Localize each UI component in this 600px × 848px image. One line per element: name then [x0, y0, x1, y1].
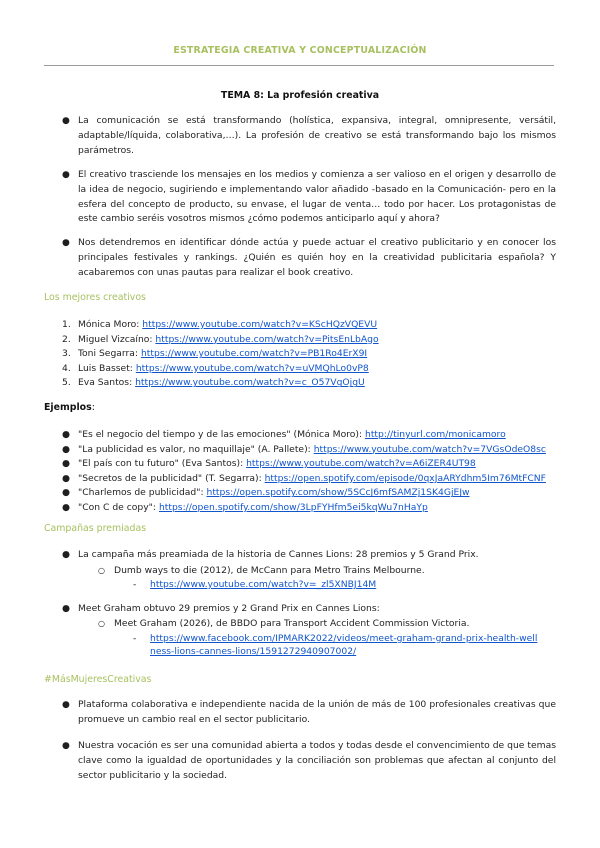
- bullet-icon: ●: [62, 603, 71, 614]
- list-item: [62, 362, 379, 377]
- youtube-link[interactable]: https://www.youtube.com/watch?v=PB1Ro4ErX9I: [140, 348, 368, 360]
- ejemplo-text: "El país con tu futuro" (Eva Santos):: [78, 458, 247, 470]
- header-divider: [44, 65, 554, 66]
- dash-bullet-icon: -: [133, 633, 137, 644]
- list-item: [62, 501, 546, 516]
- ejemplo-link[interactable]: https://open.spotify.com/show/5SCcJ6mfSAMZj1SK4GjEJw: [206, 487, 470, 499]
- ejemplo-text: "Secretos de la publicidad" (T. Segarra):: [78, 472, 265, 484]
- document-header-title: ESTRATEGIA CREATIVA Y CONCEPTUALIZACIÓN: [173, 45, 427, 56]
- campana-item-2: [62, 603, 380, 614]
- intro-bullet-3: [62, 236, 556, 280]
- campana-text: Meet Graham obtuvo 29 premios y 2 Grand Prix en Cannes Lions:: [78, 603, 380, 614]
- list-item: [62, 443, 546, 458]
- ejemplos-colon: :: [91, 402, 95, 413]
- list-number: 1.: [62, 319, 71, 330]
- bullet-icon: ●: [62, 549, 71, 560]
- ejemplo-text: "La publicidad es valor, no maquillaje" (A. Pallete):: [78, 443, 314, 455]
- ejemplo-text: "Es el negocio del tiempo y de las emociones" (Mónica Moro):: [78, 429, 365, 440]
- ejemplo-link[interactable]: https://open.spotify.com/episode/0qxJaARYdhm5Im76MtFCNF: [264, 472, 546, 484]
- campana-link-2-cont: [150, 646, 356, 657]
- ejemplo-text: "Charlemos de publicidad":: [78, 487, 207, 499]
- creative-name: Toni Segarra:: [78, 348, 141, 360]
- list-number: 4.: [62, 362, 71, 374]
- circle-bullet-icon: ○: [98, 619, 105, 628]
- campana-sub-text: Dumb ways to die (2012), de McCann para Metro Trains Melbourne.: [114, 565, 425, 576]
- facebook-link[interactable]: https://www.facebook.com/IPMARK2022/videos/meet-graham-grand-prix-health-well: [150, 633, 538, 644]
- campana-link-1: [133, 578, 376, 593]
- ejemplo-link[interactable]: https://www.youtube.com/watch?v=7VGsOdeO8sc: [313, 443, 546, 455]
- section-heading-mas-mujeres: #MásMujeresCreativas: [44, 674, 152, 685]
- creative-name: Eva Santos:: [78, 377, 136, 389]
- bullet-icon: ●: [62, 458, 71, 470]
- mujeres-bullet-1: [62, 698, 556, 728]
- section-heading-ejemplos: [44, 402, 95, 413]
- bullet-icon: ●: [62, 487, 71, 499]
- section-heading-mejores: Los mejores creativos: [44, 292, 146, 303]
- ejemplo-link[interactable]: https://www.youtube.com/watch?v=A6iZER4UT98: [246, 458, 476, 470]
- mujeres-text-2: Nuestra vocación es ser una comunidad abierta a todos y todas desde el convencimiento de que temas clave como la igualdad de oportunidades y la conciliación son problemas que afectan al conjunto del sector publicitario y la sociedad.: [78, 740, 556, 781]
- campana-item-1: [62, 549, 479, 560]
- facebook-link-continuation[interactable]: ness-lions-cannes-lions/1591272940907002/: [150, 646, 357, 657]
- youtube-link[interactable]: https://www.youtube.com/watch?v=_zl5XNBJ14M: [150, 579, 377, 590]
- list-item: [62, 333, 379, 348]
- bullet-icon: ●: [62, 741, 70, 751]
- ejemplo-text: "Con C de copy":: [78, 501, 159, 513]
- list-item: [62, 457, 546, 472]
- circle-bullet-icon: ○: [98, 566, 105, 575]
- dash-bullet-icon: -: [133, 579, 137, 590]
- list-number: 3.: [62, 348, 71, 360]
- intro-text-1: La comunicación se está transformando (holística, expansiva, integral, omnipresente, versátil, adaptable/líquida, colaborativa,…). La profesión de creativo se está transformando bajo los mismos parámetros.: [78, 115, 556, 156]
- section-heading-campanas: Campañas premiadas: [44, 523, 147, 534]
- list-number: 5.: [62, 377, 71, 389]
- list-item: [62, 428, 546, 443]
- list-number: 2.: [62, 333, 71, 345]
- campana-text: La campaña más preamiada de la historia de Cannes Lions: 28 premios y 5 Grand Prix.: [78, 549, 479, 560]
- bullet-icon: ●: [62, 700, 70, 710]
- youtube-link[interactable]: https://www.youtube.com/watch?v=PitsEnLbAgo: [155, 333, 379, 345]
- creative-name: Luis Basset:: [78, 362, 136, 374]
- youtube-link[interactable]: https://www.youtube.com/watch?v=KScHQzVQEVU: [142, 319, 378, 330]
- bullet-icon: ●: [62, 238, 70, 248]
- list-item: [62, 318, 379, 333]
- tema-title: TEMA 8: La profesión creativa: [220, 90, 380, 101]
- campana-sub-1: [98, 564, 425, 579]
- creative-name: Mónica Moro:: [78, 319, 143, 330]
- ejemplo-link[interactable]: https://open.spotify.com/show/3LpFYHfm5ei5kqWu7nHaYp: [158, 501, 428, 513]
- list-item: [62, 376, 379, 391]
- ejemplos-label: Ejemplos: [44, 402, 92, 413]
- intro-text-2: El creativo trasciende los mensajes en los medios y comienza a ser valioso en el origen y desarrollo de la idea de negocio, sugiriendo e implementando valor añadido -basado en la Comunicación- pero en la esfera del concepto de producto, su envase, el lugar de venta… todo por hacer. Los protagonistas de este cambio seréis vosotros mismos ¿cómo podemos anticiparlo aquí y ahora?: [78, 169, 556, 225]
- mujeres-text-1: Plataforma colaborativa e independiente nacida de la unión de más de 100 profesionales creativas que promueve un cambio real en el sector publicitario.: [78, 699, 556, 725]
- list-item: [62, 472, 546, 487]
- creative-name: Miguel Vizcaíno:: [78, 333, 156, 345]
- youtube-link[interactable]: https://www.youtube.com/watch?v=uVMQhLo0vP8: [135, 362, 369, 374]
- intro-bullet-2: [62, 168, 556, 227]
- list-item: [62, 347, 379, 362]
- bullet-icon: ●: [62, 170, 70, 180]
- bullet-icon: ●: [62, 116, 70, 126]
- ejemplos-list: [62, 428, 546, 516]
- campana-link-2: [133, 632, 537, 647]
- campana-sub-text: Meet Graham (2026), de BBDO para Transport Accident Commission Victoria.: [114, 618, 470, 629]
- list-item: [62, 486, 546, 501]
- bullet-icon: ●: [62, 429, 71, 440]
- bullet-icon: ●: [62, 443, 71, 455]
- bullet-icon: ●: [62, 501, 71, 513]
- intro-bullet-1: [62, 114, 556, 158]
- ejemplo-link[interactable]: http://tinyurl.com/monicamoro: [365, 429, 506, 440]
- youtube-link[interactable]: https://www.youtube.com/watch?v=c_O57VgOjgU: [135, 377, 365, 389]
- mujeres-bullet-2: [62, 739, 556, 783]
- bullet-icon: ●: [62, 472, 71, 484]
- campana-sub-2: [98, 617, 469, 632]
- intro-text-3: Nos detendremos en identificar dónde actúa y puede actuar el creativo publicitario y en conocer los principales festivales y rankings. ¿Quién es quién hoy en la creatividad publicitaria española? Y acabaremos con unas pautas para realizar el book creativo.: [78, 237, 556, 278]
- mejores-list: [62, 318, 379, 391]
